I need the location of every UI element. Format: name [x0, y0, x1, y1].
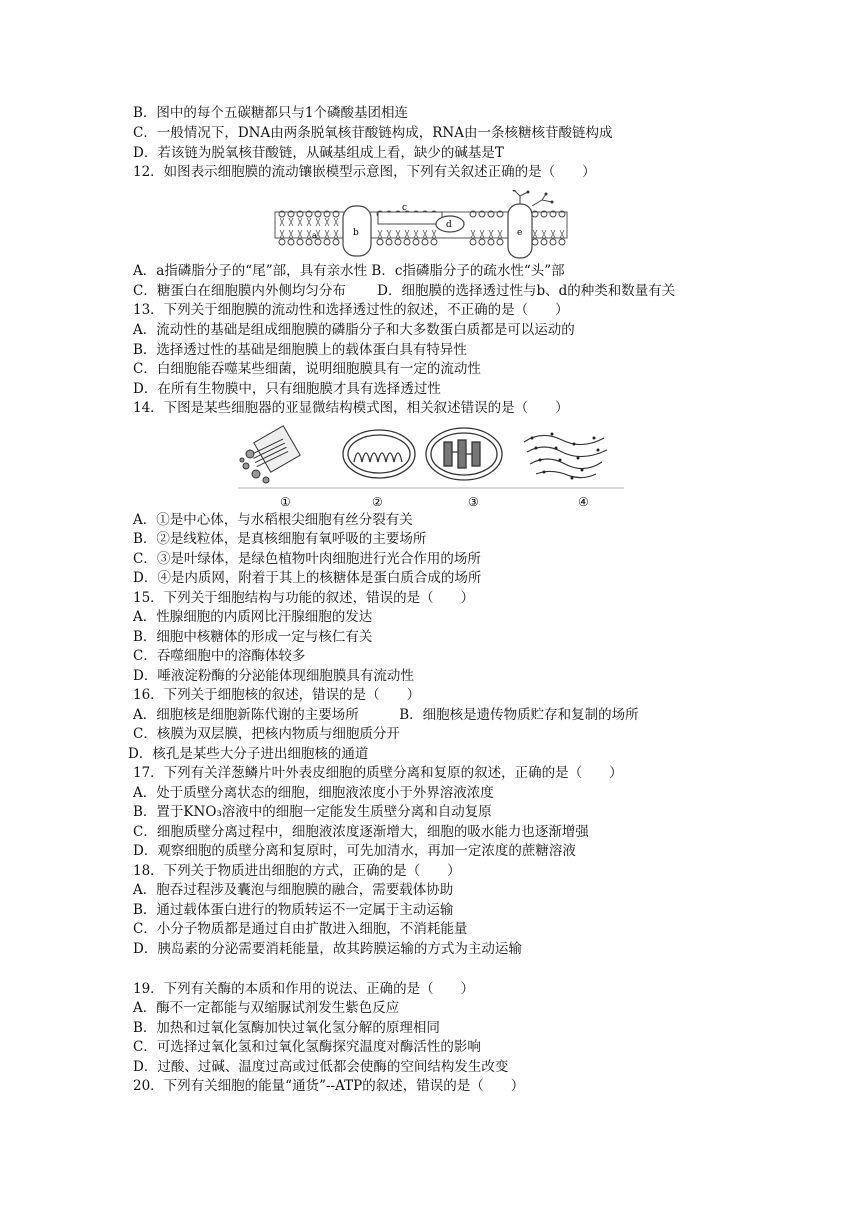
question-18-option-d: D．胰岛素的分泌需要消耗能量，故其跨膜运输的方式为主动运输	[133, 941, 522, 957]
question-14-option-d: D．④是内质网，附着于其上的核糖体是蛋白质合成的场所	[133, 570, 482, 586]
organelles-figure	[232, 422, 628, 512]
label-1: ①	[280, 495, 291, 509]
question-16-option-c: C．核膜为双层膜，把核内物质与细胞质分开	[133, 726, 400, 742]
question-16-option-d: D．核孔是某些大分子进出细胞核的通道	[128, 746, 369, 762]
question-13-option-b: B．选择透过性的基础是细胞膜上的载体蛋白具有特异性	[133, 342, 467, 358]
question-12-option-ab: A．a指磷脂分子的“尾”部，具有亲水性 B．c指磷脂分子的疏水性“头”部	[133, 263, 565, 279]
question-12-option-cd: C．糖蛋白在细胞膜内外侧均匀分布 D．细胞膜的选择透过性与b、d的种类和数量有关	[133, 283, 676, 299]
question-19-option-d: D．过酸、过碱、温度过高或过低都会使酶的空间结构发生改变	[133, 1059, 509, 1075]
question-16-stem: 16．下列关于细胞核的叙述，错误的是（ ）	[133, 687, 421, 703]
question-15-option-d: D．唾液淀粉酶的分泌能体现细胞膜具有流动性	[133, 668, 414, 684]
question-13-option-a: A．流动性的基础是组成细胞膜的磷脂分子和大多数蛋白质都是可以运动的	[133, 322, 575, 338]
label-e: e	[517, 228, 523, 238]
question-19-option-c: C．可选择过氧化氢和过氧化氢酶探究温度对酶活性的影响	[133, 1039, 481, 1055]
question-17-option-d: D．观察细胞的质壁分离和复原时，可先加清水，再加一定浓度的蔗糖溶液	[133, 843, 576, 859]
question-15-option-b: B．细胞中核糖体的形成一定与核仁有关	[133, 629, 373, 645]
label-3: ③	[468, 495, 479, 509]
question-14-option-c: C．③是叶绿体，是绿色植物叶肉细胞进行光合作用的场所	[133, 551, 481, 567]
question-18-option-c: C．小分子物质都是通过自由扩散进入细胞，不消耗能量	[133, 921, 468, 937]
question-19-option-b: B．加热和过氧化氢酶加快过氧化氢分解的原理相同	[133, 1020, 440, 1036]
option-line: B．图中的每个五碳糖都只与1个磷酸基团相连	[133, 105, 409, 121]
question-13-stem: 13．下列关于细胞膜的流动性和选择透过性的叙述，不正确的是（ ）	[133, 302, 569, 318]
question-14-option-a: A．①是中心体，与水稻根尖细胞有丝分裂有关	[133, 512, 413, 528]
question-14-stem: 14．下图是某些细胞器的亚显微结构模式图，相关叙述错误的是（ ）	[133, 400, 569, 416]
question-14-option-b: B．②是线粒体，是真核细胞有氧呼吸的主要场所	[133, 531, 427, 547]
question-13-option-d: D．在所有生物膜中，只有细胞膜才具有选择透过性	[133, 381, 441, 397]
label-d: d	[446, 220, 452, 230]
label-c: c	[402, 203, 408, 213]
label-a: a	[312, 231, 317, 240]
question-18-option-a: A．胞吞过程涉及囊泡与细胞膜的融合，需要载体协助	[133, 882, 454, 898]
question-20-stem: 20．下列有关细胞的能量“通货”--ATP的叙述，错误的是（ ）	[133, 1078, 525, 1094]
question-18-stem: 18．下列关于物质进出细胞的方式，正确的是（ ）	[133, 863, 461, 879]
question-15-option-a: A．性腺细胞的内质网比汗腺细胞的发达	[133, 609, 373, 625]
question-12-stem: 12．如图表示细胞膜的流动镶嵌模型示意图，下列有关叙述正确的是（ ）	[133, 164, 596, 180]
option-line: D．若该链为脱氧核苷酸链，从碱基组成上看，缺少的碱基是T	[133, 145, 504, 161]
question-13-option-c: C．白细胞能吞噬某些细菌，说明细胞膜具有一定的流动性	[133, 361, 481, 377]
question-19-stem: 19．下列有关酶的本质和作用的说法、正确的是（ ）	[133, 981, 475, 997]
question-18-option-b: B．通过载体蛋白进行的物质转运不一定属于主动运输	[133, 902, 454, 918]
membrane-model-figure	[270, 190, 590, 260]
question-16-option-ab: A．细胞核是细胞新陈代谢的主要场所 B．细胞核是遗传物质贮存和复制的场所	[133, 707, 639, 723]
question-17-option-a: A．处于质壁分离状态的细胞，细胞液浓度小于外界溶液浓度	[133, 785, 494, 801]
label-2: ②	[372, 495, 383, 509]
label-b: b	[353, 228, 359, 238]
question-17-option-c: C．细胞质壁分离过程中，细胞液浓度逐渐增大，细胞的吸水能力也逐渐增强	[133, 824, 589, 840]
question-15-stem: 15．下列关于细胞结构与功能的叙述，错误的是（ ）	[133, 590, 475, 606]
label-4: ④	[578, 495, 589, 509]
question-15-option-c: C．吞噬细胞中的溶酶体较多	[133, 648, 306, 664]
question-19-option-a: A．酶不一定都能与双缩脲试剂发生紫色反应	[133, 1000, 400, 1016]
question-17-option-b: B．置于KNO₃溶液中的细胞一定能发生质壁分离和自动复原	[133, 804, 492, 820]
option-line: C．一般情况下，DNA由两条脱氧核苷酸链构成，RNA由一条核糖核苷酸链构成	[133, 125, 613, 141]
question-17-stem: 17．下列有关洋葱鳞片叶外表皮细胞的质壁分离和复原的叙述，正确的是（ ）	[133, 765, 623, 781]
